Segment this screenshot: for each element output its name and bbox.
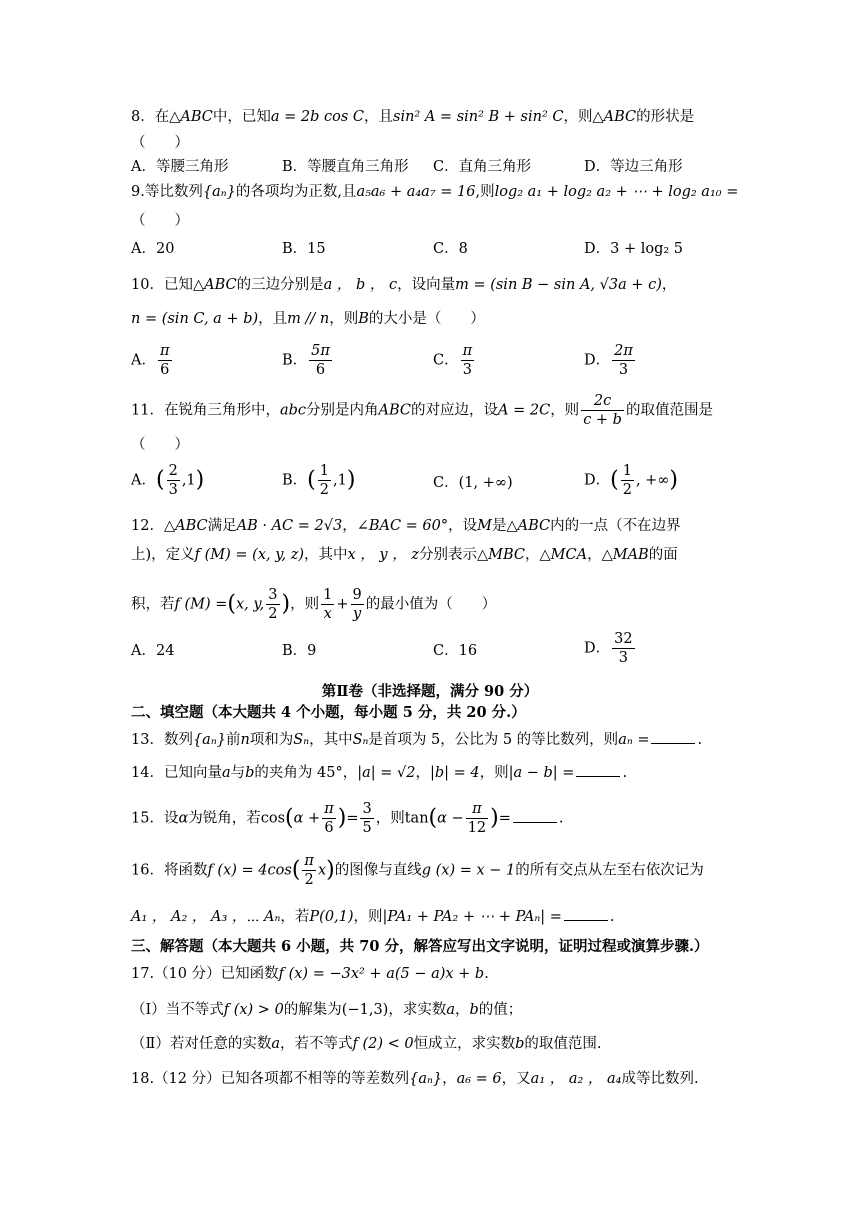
q8-option-c: C．直角三角形 [433,159,532,175]
q15: 15．设α为锐角，若cos(α + $\frac{\pi}{6}$ )= $\frac{3}{5}$ ，则tan(α − $\frac{\pi}{12}$ )= . [131,801,564,836]
q11-stem: 11．在锐角三角形中，abc分别是内角ABC的对应边，设A = 2C，则 $\frac{2c}{c + b}$ 的取值范围是 [131,393,713,428]
q9-paren: （ ） [131,213,189,229]
q14-answer-blank [576,764,620,777]
q8-option-a: A．等腰三角形 [131,159,229,175]
section3-title: 三、解答题（本大题共 6 小题，共 70 分，解答应写出文字说明，证明过程或演算步骤.） [131,938,709,955]
q13: 13．数列{aₙ}前n项和为Sₙ，其中Sₙ是首项为 5，公比为 5 的等比数列，则aₙ = . [131,732,703,748]
q12-line3: 积，若f (M) =(x, y, $\frac{3}{2}$ )，则 $\frac{1}{x}$ + $\frac{9}{y}$ 的最小值为（ ） [131,587,497,622]
q18-stem: 18.（12 分）已知各项都不相等的等差数列{aₙ}，a₆ = 6，又a₁ ， a₂ ， a₄成等比数列. [131,1071,699,1087]
q8-stem: 8．在△ABC中，已知a = 2b cos C，且sin² A = sin² B + sin² C，则△ABC的形状是 [131,109,695,125]
q16-line2: A₁ ， A₂ ， A₃ ，⋯ Aₙ，若P(0,1)，则|PA₁ + PA₂ + ⋯ + PAₙ| = . [131,909,615,925]
q12-option-c: C．16 [433,643,478,659]
q16-answer-blank [564,908,608,921]
q15-answer-blank [513,810,557,823]
section2-title: 二、填空题（本大题共 4 个小题，每小题 5 分，共 20 分.） [131,704,526,721]
q11-option-b: B．( $\frac{1}{2}$ ,1) [282,463,356,498]
q17-stem: 17.（10 分）已知函数f (x) = −3x² + a(5 − a)x + b. [131,966,489,982]
q9-option-b: B．15 [282,241,326,257]
q11-option-c: C．(1, +∞) [433,475,513,491]
q11-option-d: D．( $\frac{1}{2}$ , +∞) [584,463,679,498]
q12-line2: 上)，定义f (M) = (x, y, z)，其中x ， y ， z分别表示△MBC，△MCA，△MAB的面 [131,547,678,563]
q12-line1: 12．△ABC满足AB · AC = 2√3，∠BAC = 60°，设M是△ABC内的一点（不在边界 [131,518,681,534]
q14: 14．已知向量a与b的夹角为 45°，|a| = √2，|b| = 4，则|a − b| = . [131,765,628,781]
q9-option-d: D．3 + log₂ 5 [584,241,684,257]
q10-option-a: A． $\frac{\pi}{6}$ [131,343,170,378]
q10-stem-line1: 10．已知△ABC的三边分别是a ， b ， c，设向量m = (sin B − sin A, √3a + c)， [131,277,677,293]
q8-paren: （ ） [131,135,189,151]
q11-paren: （ ） [131,437,189,453]
q10-option-c: C． $\frac{\pi}{3}$ [433,343,473,378]
q17-part2: （Ⅱ）若对任意的实数a，若不等式f (2) < 0恒成立，求实数b的取值范围. [131,1036,602,1052]
q8-option-b: B．等腰直角三角形 [282,159,409,175]
q9-option-a: A．20 [131,241,175,257]
part2-title: 第Ⅱ卷（非选择题，满分 90 分） [321,683,539,700]
q13-answer-blank [651,731,695,744]
q11-option-a: A．( $\frac{2}{3}$ ,1) [131,463,205,498]
q16-line1: 16．将函数f (x) = 4cos( $\frac{\pi}{2}$ x)的图像与直线g (x) = x − 1的所有交点从左至右依次记为 [131,853,704,888]
q12-option-a: A．24 [131,643,175,659]
q9-option-c: C．8 [433,241,468,257]
q10-option-b: B． $\frac{5\pi}{6}$ [282,343,330,378]
q10-stem-line2: n = (sin C, a + b)，且m // n，则B的大小是（ ） [131,311,485,327]
q10-option-d: D． $\frac{2\pi}{3}$ [584,343,633,378]
q8-option-d: D．等边三角形 [584,159,683,175]
q9-stem: 9.等比数列{aₙ}的各项均为正数,且a₅a₆ + a₄a₇ = 16,则log₂ a₁ + log₂ a₂ + ⋯ + log₂ a₁₀ = [131,184,739,200]
q17-part1: （Ⅰ）当不等式f (x) > 0的解集为(−1,3)，求实数a，b的值； [131,1002,523,1018]
q12-option-d: D． $\frac{32}{3}$ [584,631,633,666]
q12-option-b: B．9 [282,643,317,659]
